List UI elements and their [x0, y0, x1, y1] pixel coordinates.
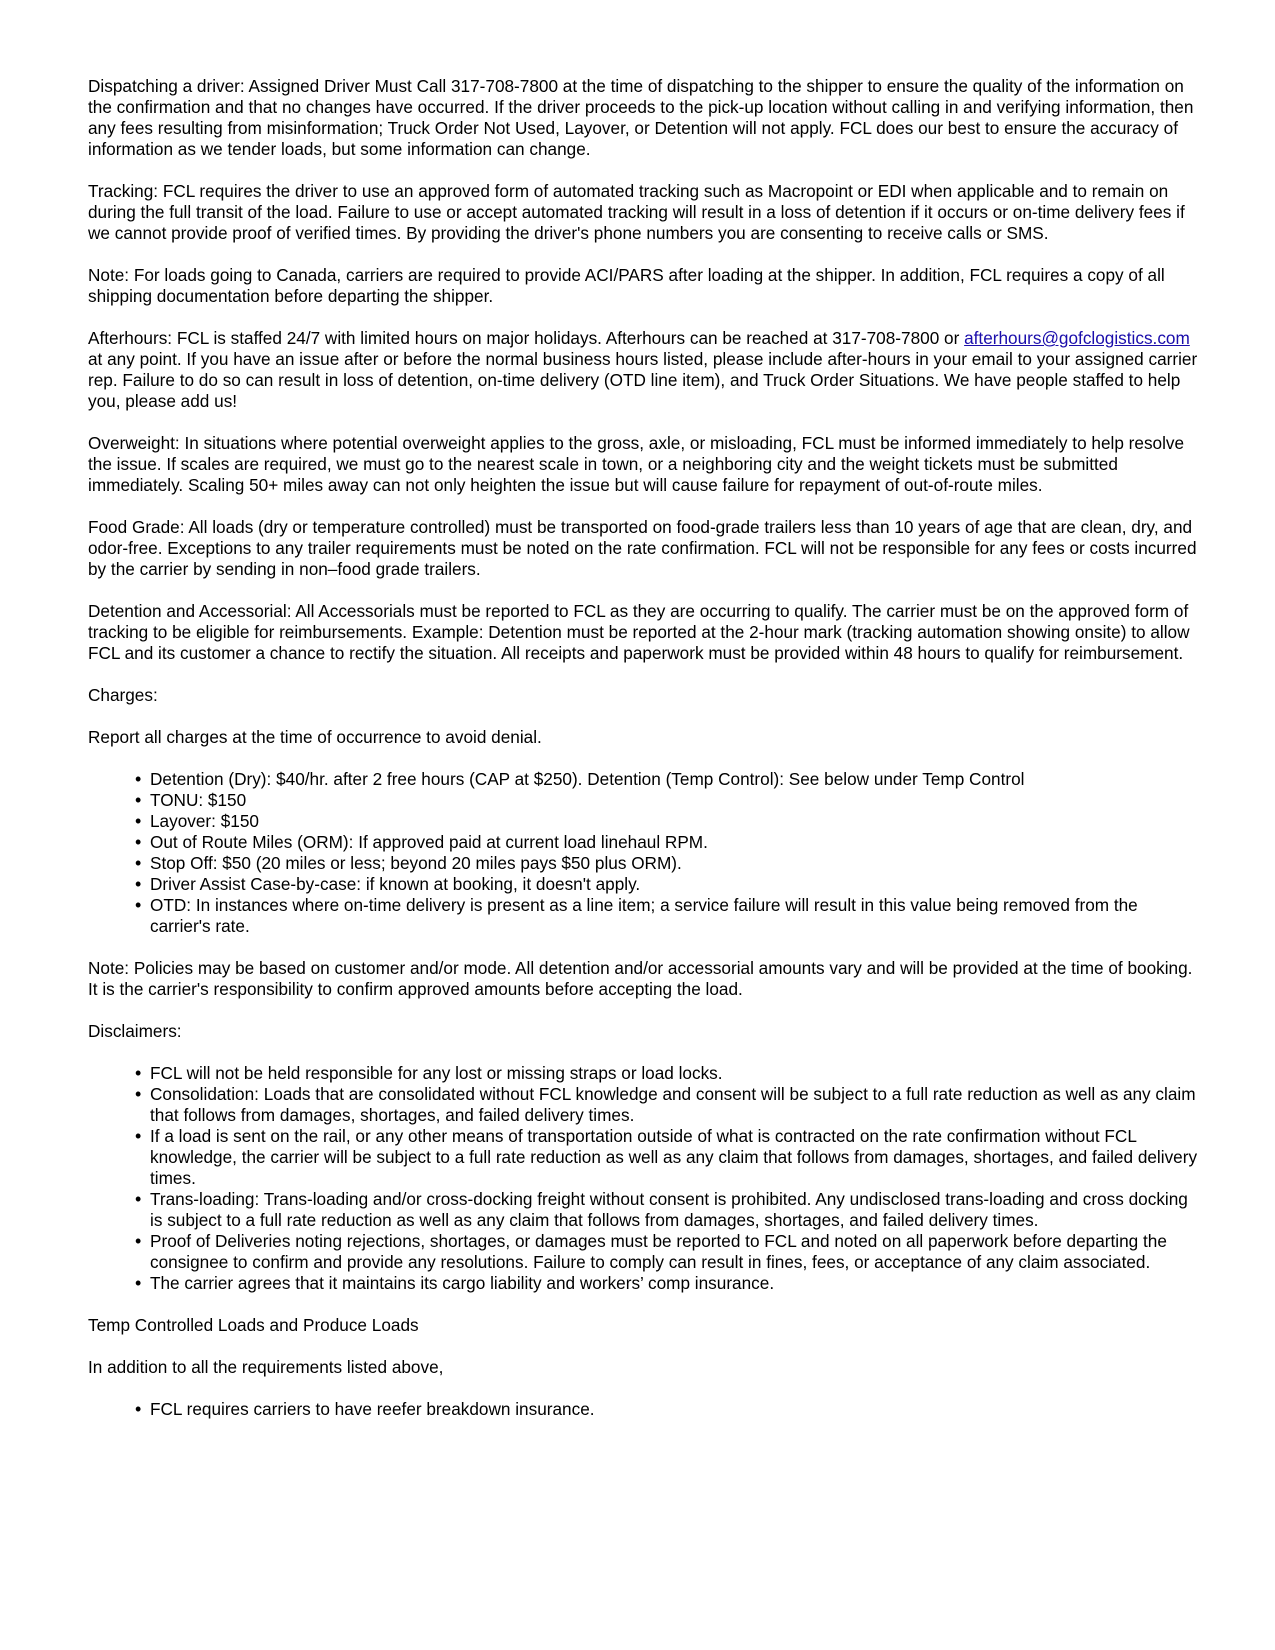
- bullet-icon: •: [135, 1063, 142, 1083]
- list-item-text: Proof of Deliveries noting rejections, shortages, or damages must be reported to FCL and noted on all paperwork before departing the consignee to confirm and provide any resolutions. Failure to comply can result in fines, fees, or acceptance of any claim associated.: [150, 1231, 1167, 1272]
- list-item: [135, 1273, 1200, 1294]
- bullet-icon: •: [135, 1084, 142, 1104]
- overweight-paragraph: Overweight: In situations where potential overweight applies to the gross, axle, or misloading, FCL must be informed immediately to help resolve the issue. If scales are required, we must go to the nearest scale in town, or a neighboring city and the weight tickets must be submitted immediately. Scaling 50+ miles away can not only heighten the issue but will cause failure for repayment of out-of-route miles.: [88, 433, 1185, 495]
- charges-list: [88, 769, 1200, 937]
- bullet-icon: •: [135, 895, 142, 915]
- list-item: [135, 1231, 1200, 1273]
- bullet-icon: •: [135, 1273, 142, 1293]
- list-item-text: OTD: In instances where on-time delivery is present as a line item; a service failure will result in this value being removed from the carrier's rate.: [150, 895, 1138, 936]
- food-grade-paragraph: Food Grade: All loads (dry or temperature controlled) must be transported on food-grade trailers less than 10 years of age that are clean, dry, and odor-free. Exceptions to any trailer requirements must be noted on the rate confirmation. FCL will not be responsible for any fees or costs incurred by the carrier by sending in non–food grade trailers.: [88, 517, 1197, 579]
- list-item: [135, 1063, 1200, 1084]
- list-item: [135, 853, 1200, 874]
- afterhours-lead-text: Afterhours: FCL is staffed 24/7 with limited hours on major holidays. Afterhours can be reached at 317-708-7800 or: [88, 328, 965, 348]
- charges-heading: Charges:: [88, 685, 158, 705]
- list-item: [135, 790, 1200, 811]
- list-item: [135, 874, 1200, 895]
- list-item: [135, 1126, 1200, 1189]
- bullet-icon: •: [135, 853, 142, 873]
- list-item-text: Stop Off: $50 (20 miles or less; beyond 20 miles pays $50 plus ORM).: [150, 853, 682, 873]
- temp-controlled-heading: Temp Controlled Loads and Produce Loads: [88, 1315, 419, 1335]
- disclaimers-list: [88, 1063, 1200, 1294]
- list-item: [135, 1189, 1200, 1231]
- list-item-text: Trans-loading: Trans-loading and/or cross-docking freight without consent is prohibited. Any undisclosed trans-loading and cross docking is subject to a full rate reduction as well as any claim that follows from damages, shortages, and failed delivery times.: [150, 1189, 1188, 1230]
- bullet-icon: •: [135, 769, 142, 789]
- bullet-icon: •: [135, 874, 142, 894]
- temp-controlled-list: [88, 1399, 1200, 1420]
- afterhours-paragraph: [88, 328, 1200, 412]
- list-item-text: Consolidation: Loads that are consolidated without FCL knowledge and consent will be subject to a full rate reduction as well as any claim that follows from damages, shortages, and failed delivery times.: [150, 1084, 1196, 1125]
- list-item-text: If a load is sent on the rail, or any other means of transportation outside of what is contracted on the rate confirmation without FCL knowledge, the carrier will be subject to a full rate reduction as well as any claim that follows from damages, shortages, and failed delivery times.: [150, 1126, 1198, 1188]
- afterhours-rest-text: at any point. If you have an issue after or before the normal business hours listed, please include after-hours in your email to your assigned carrier rep. Failure to do so can result in loss of detention, on-time delivery (OTD line item), and Truck Order Situations. We have people staffed to help you, please add us!: [88, 349, 1198, 411]
- policies-note-paragraph: Note: Policies may be based on customer and/or mode. All detention and/or accessorial amounts vary and will be provided at the time of booking. It is the carrier's responsibility to confirm approved amounts before accepting the load.: [88, 958, 1193, 999]
- tracking-paragraph: Tracking: FCL requires the driver to use an approved form of automated tracking such as Macropoint or EDI when applicable and to remain on during the full transit of the load. Failure to use or accept automated tracking will result in a loss of detention if it occurs or on-time delivery fees if we cannot provide proof of verified times. By providing the driver's phone numbers you are consenting to receive calls or SMS.: [88, 181, 1185, 243]
- bullet-icon: •: [135, 1189, 142, 1209]
- bullet-icon: •: [135, 1126, 142, 1146]
- list-item: [135, 769, 1200, 790]
- list-item: [135, 1399, 1200, 1420]
- list-item-text: Driver Assist Case-by-case: if known at booking, it doesn't apply.: [150, 874, 641, 894]
- disclaimers-heading: Disclaimers:: [88, 1021, 182, 1041]
- temp-controlled-intro: In addition to all the requirements listed above,: [88, 1357, 444, 1377]
- bullet-icon: •: [135, 1231, 142, 1251]
- document-page: [88, 76, 1200, 1441]
- bullet-icon: •: [135, 832, 142, 852]
- canada-note-paragraph: Note: For loads going to Canada, carriers are required to provide ACI/PARS after loading at the shipper. In addition, FCL requires a copy of all shipping documentation before departing the shipper.: [88, 265, 1165, 306]
- list-item-text: FCL requires carriers to have reefer breakdown insurance.: [150, 1399, 595, 1419]
- dispatching-paragraph: Dispatching a driver: Assigned Driver Must Call 317-708-7800 at the time of dispatching to the shipper to ensure the quality of the information on the confirmation and that no changes have occurred. If the driver proceeds to the pick-up location without calling in and verifying information, then any fees resulting from misinformation; Truck Order Not Used, Layover, or Detention will not apply. FCL does our best to ensure the accuracy of information as we tender loads, but some information can change.: [88, 76, 1194, 159]
- charges-intro: Report all charges at the time of occurrence to avoid denial.: [88, 727, 542, 747]
- list-item: [135, 811, 1200, 832]
- list-item: [135, 832, 1200, 853]
- list-item-text: FCL will not be held responsible for any lost or missing straps or load locks.: [150, 1063, 723, 1083]
- detention-accessorial-paragraph: Detention and Accessorial: All Accessorials must be reported to FCL as they are occurring to qualify. The carrier must be on the approved form of tracking to be eligible for reimbursements. Example: Detention must be reported at the 2-hour mark (tracking automation showing onsite) to allow FCL and its customer a chance to rectify the situation. All receipts and paperwork must be provided within 48 hours to qualify for reimbursement.: [88, 601, 1190, 663]
- list-item-text: TONU: $150: [150, 790, 247, 810]
- bullet-icon: •: [135, 1399, 142, 1419]
- bullet-icon: •: [135, 790, 142, 810]
- list-item: [135, 895, 1200, 937]
- list-item-text: Detention (Dry): $40/hr. after 2 free hours (CAP at $250). Detention (Temp Control): See below under Temp Control: [150, 769, 1025, 789]
- list-item-text: The carrier agrees that it maintains its cargo liability and workers’ comp insurance.: [150, 1273, 775, 1293]
- list-item: [135, 1084, 1200, 1126]
- list-item-text: Out of Route Miles (ORM): If approved paid at current load linehaul RPM.: [150, 832, 708, 852]
- afterhours-email-link[interactable]: afterhours@gofclogistics.com: [964, 328, 1190, 348]
- list-item-text: Layover: $150: [150, 811, 259, 831]
- bullet-icon: •: [135, 811, 142, 831]
